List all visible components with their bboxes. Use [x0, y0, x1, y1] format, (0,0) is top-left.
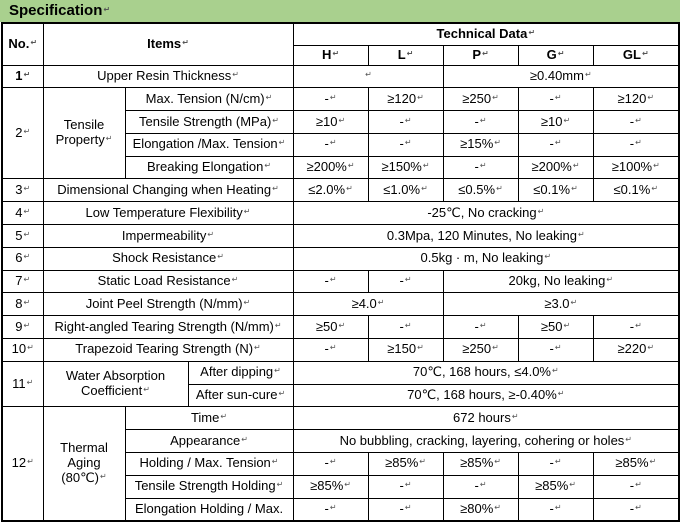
value-cell: 70℃, 168 hours, ≤4.0%↵ — [293, 361, 679, 384]
pilcrow-mark: ↵ — [182, 37, 189, 47]
pilcrow-mark: ↵ — [422, 161, 430, 171]
item-label: Static Load Resistance↵ — [43, 270, 293, 293]
value-cell: ≥50↵ — [293, 316, 368, 339]
value-cell: ≥50↵ — [518, 316, 593, 339]
value-cell: -↵ — [368, 133, 443, 156]
header-technical-data: Technical Data↵ — [293, 23, 679, 45]
pilcrow-mark: ↵ — [528, 27, 536, 37]
pilcrow-mark: ↵ — [554, 92, 562, 102]
no-cell: 8↵ — [2, 293, 43, 316]
table-row — [2, 88, 679, 111]
specification-table — [1, 22, 680, 522]
value-cell: ≥15%↵ — [443, 133, 518, 156]
pilcrow-mark: ↵ — [272, 183, 279, 193]
pilcrow-mark: ↵ — [479, 320, 487, 330]
value-cell: ≥200%↵ — [518, 156, 593, 179]
value-cell: -↵ — [293, 88, 368, 111]
pilcrow-mark: ↵ — [329, 92, 337, 102]
value-cell: -↵ — [593, 316, 679, 339]
pilcrow-mark: ↵ — [26, 377, 34, 387]
pilcrow-mark: ↵ — [653, 161, 660, 171]
item-label: Shock Resistance↵ — [43, 247, 293, 270]
pilcrow-mark: ↵ — [492, 343, 499, 353]
value-cell: ≤1.0%↵ — [368, 179, 443, 202]
value-cell: -↵ — [518, 339, 593, 362]
pilcrow-mark: ↵ — [207, 229, 215, 239]
pilcrow-mark: ↵ — [557, 389, 565, 399]
value-cell: ≥85%↵ — [368, 453, 443, 476]
pilcrow-mark: ↵ — [274, 320, 282, 330]
value-cell: -↵ — [293, 453, 368, 476]
pilcrow-mark: ↵ — [554, 457, 562, 467]
header-grade-gl: GL↵ — [593, 45, 679, 65]
value-cell: ≥10↵ — [293, 111, 368, 134]
pilcrow-mark: ↵ — [404, 320, 412, 330]
sub-item-label: Holding / Max. Tension↵ — [125, 453, 293, 476]
value-cell: ≥85%↵ — [518, 475, 593, 498]
value-cell: ≤0.5%↵ — [443, 179, 518, 202]
pilcrow-mark: ↵ — [347, 161, 355, 171]
no-cell: 11↵ — [2, 361, 43, 407]
value-cell: -↵ — [293, 270, 368, 293]
value-cell: ≥85%↵ — [443, 453, 518, 476]
value-cell: -↵ — [293, 498, 368, 521]
pilcrow-mark: ↵ — [329, 343, 337, 353]
pilcrow-mark: ↵ — [570, 297, 578, 307]
value-cell: -↵ — [368, 111, 443, 134]
pilcrow-mark: ↵ — [641, 48, 649, 58]
table-row — [2, 293, 679, 316]
no-cell: 10↵ — [2, 339, 43, 362]
pilcrow-mark: ↵ — [100, 472, 107, 482]
pilcrow-mark: ↵ — [511, 411, 519, 421]
header-no: No.↵ — [2, 23, 43, 65]
value-cell: ≥250↵ — [443, 339, 518, 362]
table-header-row-1 — [2, 23, 679, 45]
pilcrow-mark: ↵ — [346, 183, 353, 193]
header-grade-l: L↵ — [368, 45, 443, 65]
no-cell: 5↵ — [2, 225, 43, 248]
page-title: Specification↵ — [9, 2, 111, 19]
pilcrow-mark: ↵ — [30, 37, 38, 47]
pilcrow-mark: ↵ — [606, 275, 614, 285]
pilcrow-mark: ↵ — [272, 115, 279, 125]
pilcrow-mark: ↵ — [557, 48, 565, 58]
pilcrow-mark: ↵ — [344, 480, 351, 490]
pilcrow-mark: ↵ — [494, 138, 501, 148]
pilcrow-mark: ↵ — [278, 389, 286, 399]
no-cell: 1↵ — [2, 65, 43, 88]
pilcrow-mark: ↵ — [635, 115, 642, 125]
value-cell: ≥120↵ — [593, 88, 679, 111]
sub-item-label: Max. Tension (N/cm)↵ — [125, 88, 293, 111]
pilcrow-mark: ↵ — [23, 69, 31, 79]
pilcrow-mark: ↵ — [496, 183, 503, 193]
sub-item-label: Tensile Strength (MPa)↵ — [125, 111, 293, 134]
value-cell: -↵ — [368, 498, 443, 521]
value-cell: -↵ — [593, 111, 679, 134]
sub-item-label: After dipping↵ — [188, 361, 293, 384]
pilcrow-mark: ↵ — [635, 320, 642, 330]
pilcrow-mark: ↵ — [537, 206, 545, 216]
pilcrow-mark: ↵ — [651, 183, 659, 193]
value-cell: ≤2.0%↵ — [293, 179, 368, 202]
header-items: Items↵ — [43, 23, 293, 65]
pilcrow-mark: ↵ — [577, 229, 585, 239]
table-row — [2, 339, 679, 362]
value-cell: ≥0.40mm↵ — [443, 65, 679, 88]
pilcrow-mark: ↵ — [232, 69, 239, 79]
pilcrow-mark: ↵ — [220, 411, 228, 421]
pilcrow-mark: ↵ — [625, 434, 632, 444]
pilcrow-mark: ↵ — [647, 343, 655, 353]
pilcrow-mark: ↵ — [243, 297, 251, 307]
pilcrow-mark: ↵ — [635, 480, 642, 490]
no-cell: 4↵ — [2, 202, 43, 225]
pilcrow-mark: ↵ — [571, 183, 578, 193]
pilcrow-mark: ↵ — [417, 343, 424, 353]
value-cell: ≥85%↵ — [293, 475, 368, 498]
value-cell: -↵ — [443, 111, 518, 134]
pilcrow-mark: ↵ — [494, 457, 501, 467]
value-cell: ≤0.1%↵ — [518, 179, 593, 202]
value-cell: ≥10↵ — [518, 111, 593, 134]
pilcrow-mark: ↵ — [23, 183, 31, 193]
table-row — [2, 407, 679, 430]
item-label: Water Absorption Coefficient↵ — [43, 361, 188, 407]
item-label: Low Temperature Flexibility↵ — [43, 202, 293, 225]
item-label: Joint Peel Strength (N/mm)↵ — [43, 293, 293, 316]
sub-item-label: After sun-cure↵ — [188, 384, 293, 407]
no-cell: 3↵ — [2, 179, 43, 202]
pilcrow-mark: ↵ — [635, 502, 642, 512]
pilcrow-mark: ↵ — [554, 138, 562, 148]
value-cell: No bubbling, cracking, layering, cohering or holes↵ — [293, 430, 679, 453]
pilcrow-mark: ↵ — [572, 161, 580, 171]
table-row — [2, 65, 679, 88]
pilcrow-mark: ↵ — [329, 502, 337, 512]
pilcrow-mark: ↵ — [406, 48, 414, 58]
pilcrow-mark: ↵ — [254, 343, 261, 353]
table-row — [2, 179, 679, 202]
pilcrow-mark: ↵ — [27, 343, 34, 353]
pilcrow-mark: ↵ — [329, 275, 337, 285]
item-label: Upper Resin Thickness↵ — [43, 65, 293, 88]
value-cell: -↵ — [368, 475, 443, 498]
pilcrow-mark: ↵ — [569, 480, 576, 490]
pilcrow-mark: ↵ — [23, 206, 31, 216]
pilcrow-mark: ↵ — [217, 252, 224, 262]
sub-item-label: Elongation Holding / Max. — [125, 498, 293, 521]
value-cell: -↵ — [293, 339, 368, 362]
table-row — [2, 225, 679, 248]
header-grade-g: G↵ — [518, 45, 593, 65]
pilcrow-mark: ↵ — [492, 92, 499, 102]
item-label: Impermeability↵ — [43, 225, 293, 248]
pilcrow-mark: ↵ — [23, 320, 31, 330]
pilcrow-mark: ↵ — [635, 138, 642, 148]
table-row — [2, 316, 679, 339]
pilcrow-mark: ↵ — [338, 320, 346, 330]
item-label: Thermal Aging (80℃)↵ — [43, 407, 125, 521]
value-cell: -↵ — [368, 270, 443, 293]
pilcrow-mark: ↵ — [404, 138, 412, 148]
no-cell: 9↵ — [2, 316, 43, 339]
value-cell: -↵ — [368, 316, 443, 339]
section-title-band — [0, 0, 680, 22]
no-cell: 7↵ — [2, 270, 43, 293]
pilcrow-mark: ↵ — [554, 502, 562, 512]
value-cell: -↵ — [518, 88, 593, 111]
pilcrow-mark: ↵ — [482, 48, 489, 58]
pilcrow-mark: ↵ — [417, 92, 424, 102]
pilcrow-mark: ↵ — [377, 297, 385, 307]
value-cell — [293, 65, 443, 88]
item-label: Tensile Property↵ — [43, 88, 125, 179]
value-cell: 0.3Mpa, 120 Minutes, No leaking↵ — [293, 225, 679, 248]
value-cell: ≥200%↵ — [293, 156, 368, 179]
pilcrow-mark: ↵ — [404, 115, 412, 125]
value-cell: ≤0.1%↵ — [593, 179, 679, 202]
pilcrow-mark: ↵ — [404, 480, 412, 490]
value-cell: -↵ — [443, 475, 518, 498]
pilcrow-mark: ↵ — [649, 457, 657, 467]
pilcrow-mark: ↵ — [554, 343, 562, 353]
pilcrow-mark: ↵ — [332, 48, 340, 58]
pilcrow-mark: ↵ — [563, 115, 571, 125]
pilcrow-mark: ↵ — [551, 366, 559, 376]
value-cell: -↵ — [443, 316, 518, 339]
pilcrow-mark: ↵ — [479, 115, 487, 125]
pilcrow-mark: ↵ — [27, 457, 34, 467]
pilcrow-mark: ↵ — [241, 434, 248, 444]
value-cell: -↵ — [443, 156, 518, 179]
sub-item-label: Tensile Strength Holding↵ — [125, 475, 293, 498]
pilcrow-mark: ↵ — [544, 252, 552, 262]
item-label: Right-angled Tearing Strength (N/mm)↵ — [43, 316, 293, 339]
value-cell: -↵ — [593, 498, 679, 521]
value-cell: ≥150↵ — [368, 339, 443, 362]
pilcrow-mark: ↵ — [647, 92, 655, 102]
table-row — [2, 202, 679, 225]
pilcrow-mark: ↵ — [264, 161, 272, 171]
header-grade-p: P↵ — [443, 45, 518, 65]
value-cell: ≥220↵ — [593, 339, 679, 362]
pilcrow-mark: ↵ — [23, 252, 31, 262]
value-cell: -↵ — [293, 133, 368, 156]
no-cell: 6↵ — [2, 247, 43, 270]
pilcrow-mark: ↵ — [329, 138, 337, 148]
sub-item-label: Breaking Elongation↵ — [125, 156, 293, 179]
table-row — [2, 247, 679, 270]
pilcrow-mark: ↵ — [494, 502, 501, 512]
item-label: Trapezoid Tearing Strength (N)↵ — [43, 339, 293, 362]
pilcrow-mark: ↵ — [23, 275, 31, 285]
pilcrow-mark: ↵ — [265, 92, 273, 102]
sub-item-label: Appearance↵ — [125, 430, 293, 453]
value-cell: 20kg, No leaking↵ — [443, 270, 679, 293]
pilcrow-mark: ↵ — [143, 385, 150, 395]
pilcrow-mark: ↵ — [278, 138, 286, 148]
pilcrow-mark: ↵ — [479, 480, 487, 490]
pilcrow-mark: ↵ — [276, 480, 284, 490]
value-cell: ≥120↵ — [368, 88, 443, 111]
pilcrow-mark: ↵ — [584, 69, 592, 79]
pilcrow-mark: ↵ — [23, 297, 31, 307]
value-cell: ≥100%↵ — [593, 156, 679, 179]
pilcrow-mark: ↵ — [243, 206, 251, 216]
table-row — [2, 270, 679, 293]
value-cell: -↵ — [518, 453, 593, 476]
header-grade-h: H↵ — [293, 45, 368, 65]
pilcrow-mark: ↵ — [23, 229, 31, 239]
value-cell: -↵ — [593, 475, 679, 498]
pilcrow-mark: ↵ — [105, 134, 113, 144]
pilcrow-mark: ↵ — [271, 457, 279, 467]
sub-item-label: Time↵ — [125, 407, 293, 430]
pilcrow-mark: ↵ — [563, 320, 571, 330]
pilcrow-mark: ↵ — [404, 502, 412, 512]
pilcrow-mark: ↵ — [23, 126, 31, 136]
pilcrow-mark: ↵ — [479, 161, 487, 171]
pilcrow-mark: ↵ — [404, 275, 412, 285]
no-cell: 12↵ — [2, 407, 43, 521]
pilcrow-mark: ↵ — [419, 457, 426, 467]
value-cell: 70℃, 168 hours, ≥-0.40%↵ — [293, 384, 679, 407]
pilcrow-mark: ↵ — [365, 69, 372, 79]
pilcrow-mark: ↵ — [274, 366, 281, 376]
pilcrow-mark: ↵ — [338, 115, 346, 125]
pilcrow-mark: ↵ — [421, 183, 428, 193]
value-cell: -↵ — [593, 133, 679, 156]
no-cell: 2↵ — [2, 88, 43, 179]
value-cell: ≥85%↵ — [593, 453, 679, 476]
value-cell: -25℃, No cracking↵ — [293, 202, 679, 225]
pilcrow-mark: ↵ — [329, 457, 337, 467]
value-cell: ≥250↵ — [443, 88, 518, 111]
value-cell: -↵ — [518, 133, 593, 156]
sub-item-label: Elongation /Max. Tension↵ — [125, 133, 293, 156]
value-cell: ≥3.0↵ — [443, 293, 679, 316]
value-cell: ≥150%↵ — [368, 156, 443, 179]
value-cell: ≥80%↵ — [443, 498, 518, 521]
value-cell: -↵ — [518, 498, 593, 521]
pilcrow-mark: ↵ — [103, 5, 111, 14]
item-label: Dimensional Changing when Heating↵ — [43, 179, 293, 202]
pilcrow-mark: ↵ — [231, 275, 239, 285]
value-cell: 672 hours↵ — [293, 407, 679, 430]
table-row — [2, 361, 679, 384]
value-cell: ≥4.0↵ — [293, 293, 443, 316]
value-cell: 0.5kg · m, No leaking↵ — [293, 247, 679, 270]
